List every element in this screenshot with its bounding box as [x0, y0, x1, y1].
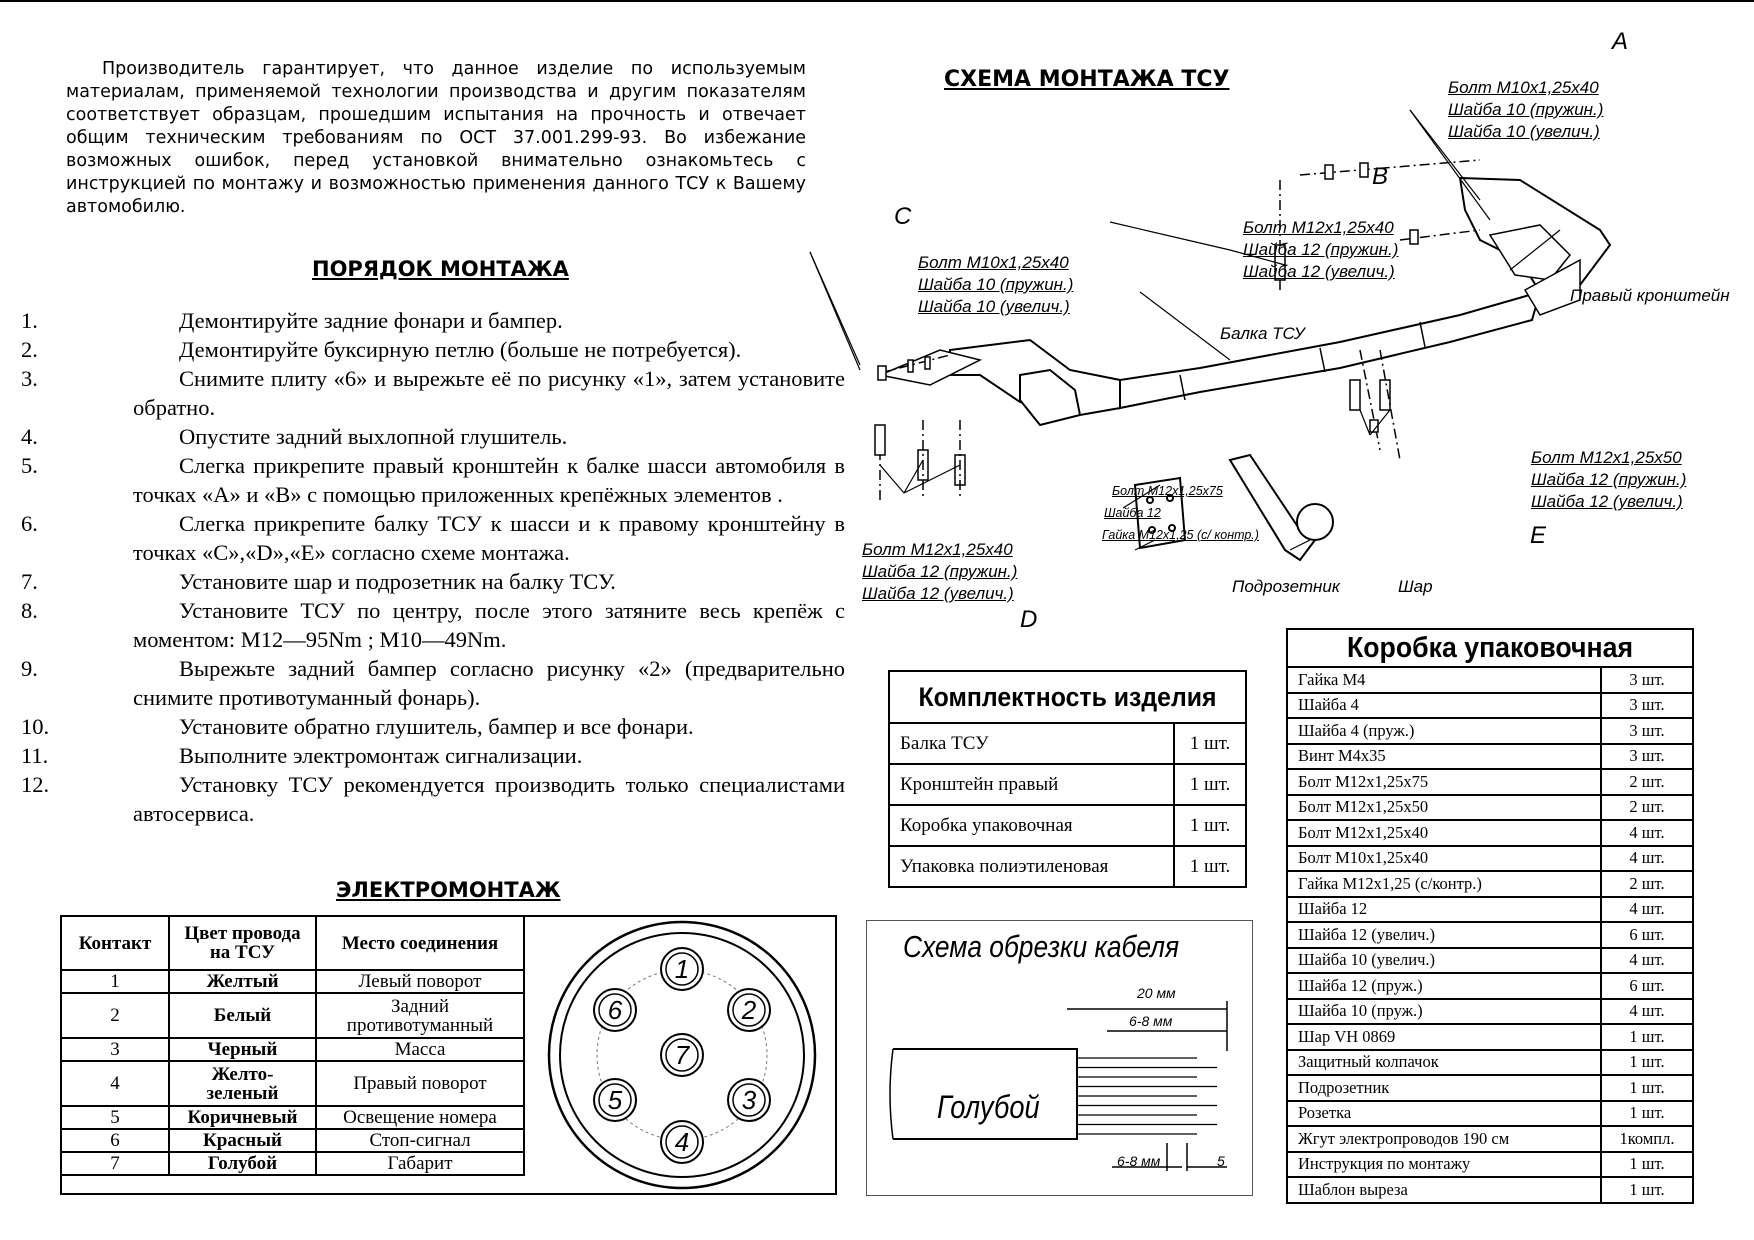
step-text: Снимите плиту «6» и вырежьте её по рисунку «1», затем установите обратно. [133, 366, 845, 420]
connection-cell: Освещение номера [316, 1106, 524, 1129]
ball-group-line-1: Болт M12x1,25x75 [1112, 484, 1223, 498]
electro-row [61, 1061, 524, 1106]
kit-table [888, 670, 1247, 888]
box-item-name: Шаблон выреза [1287, 1177, 1601, 1203]
group-e-line-1: Болт M12x1,25x50 [1531, 448, 1682, 467]
box-item-qty: 1 шт. [1601, 1024, 1693, 1050]
electro-row [61, 970, 524, 993]
pin-label-2: 2 [741, 995, 757, 1025]
kit-row [889, 846, 1246, 887]
box-row [1287, 871, 1693, 897]
contact-cell: 6 [61, 1129, 169, 1152]
step-number: 10. [21, 714, 50, 739]
assembly-step [21, 654, 845, 712]
pin-label-7: 7 [674, 1040, 690, 1070]
step-text: Установку ТСУ рекомендуется производить только специалистами автосервиса. [133, 772, 845, 826]
box-item-qty: 1 шт. [1601, 1101, 1693, 1127]
box-item-name: Шайба 4 [1287, 693, 1601, 719]
cable-dim-6-8-bottom: 6-8 мм [1117, 1153, 1161, 1169]
group-d-line-1: Болт M12x1,25x40 [862, 540, 1013, 559]
kit-item-qty: 1 шт. [1174, 805, 1246, 846]
group-a-line-2: Шайба 10 (пружин.) [1448, 100, 1604, 119]
box-row [1287, 744, 1693, 770]
box-row [1287, 718, 1693, 744]
pin-label-4: 4 [674, 1127, 690, 1157]
group-c-line-2: Шайба 10 (пружин.) [918, 275, 1074, 294]
cable-color-label: Голубой [937, 1089, 1040, 1125]
assembly-step [21, 451, 845, 509]
box-item-qty: 4 шт. [1601, 846, 1693, 872]
group-b-line-3: Шайба 12 (увелич.) [1243, 262, 1395, 281]
electro-row [61, 1106, 524, 1129]
box-item-name: Шайба 12 (пруж.) [1287, 973, 1601, 999]
step-number: 4. [21, 424, 38, 449]
group-b-line-1: Болт M12x1,25x40 [1243, 218, 1394, 237]
assembly-step [21, 567, 845, 596]
contact-cell: 3 [61, 1038, 169, 1061]
box-item-name: Болт М10х1,25х40 [1287, 846, 1601, 872]
box-item-qty: 1 шт. [1601, 1050, 1693, 1076]
contact-cell: 7 [61, 1152, 169, 1175]
assembly-step [21, 712, 845, 741]
kit-row [889, 764, 1246, 805]
kit-row [889, 805, 1246, 846]
box-row [1287, 1050, 1693, 1076]
box-item-qty: 4 шт. [1601, 897, 1693, 923]
step-number: 2. [21, 337, 38, 362]
connection-cell: Левый поворот [316, 970, 524, 993]
electro-row [61, 993, 524, 1038]
step-text: Установите ТСУ по центру, после этого затяните весь крепёж с моментом: М12—95Nm ; М10—49Nm. [133, 598, 845, 652]
right-bracket-label: Правый кронштейн [1570, 286, 1730, 305]
kit-item-name: Упаковка полиэтиленовая [889, 846, 1174, 887]
box-item-name: Шар VH 0869 [1287, 1024, 1601, 1050]
ball-group-line-2: Шайба 12 [1104, 506, 1161, 520]
assembly-steps [21, 306, 845, 828]
header-wire-color: Цвет провода на ТСУ [169, 916, 316, 970]
box-item-name: Розетка [1287, 1101, 1601, 1127]
box-item-name: Шайба 10 (пруж.) [1287, 999, 1601, 1025]
box-item-name: Шайба 4 (пруж.) [1287, 718, 1601, 744]
step-text: Слегка прикрепите правый кронштейн к балке шасси автомобиля в точках «А» и «В» с помощью приложенных крепёжных элементов . [133, 453, 845, 507]
wire-color-cell: Красный [169, 1129, 316, 1152]
step-number: 11. [21, 743, 49, 768]
pin-label-3: 3 [741, 1085, 757, 1115]
step-text: Установите шар и подрозетник на балку ТСУ. [179, 569, 616, 594]
kit-row [889, 723, 1246, 764]
box-item-name: Гайка М4 [1287, 667, 1601, 693]
cable-title: Схема обрезки кабеля [903, 929, 1180, 964]
step-number: 3. [21, 366, 38, 391]
pin-label-1: 1 [674, 954, 690, 984]
step-number: 1. [21, 308, 38, 333]
electro-table [60, 915, 525, 1176]
box-item-name: Защитный колпачок [1287, 1050, 1601, 1076]
cable-scheme [866, 920, 1253, 1196]
cable-dim-20: 20 мм [1137, 985, 1176, 1001]
box-item-name: Болт М12х1,25х40 [1287, 820, 1601, 846]
point-a: A [1612, 28, 1629, 55]
box-item-qty: 4 шт. [1601, 948, 1693, 974]
box-row [1287, 1075, 1693, 1101]
electro-row [61, 1129, 524, 1152]
assembly-step [21, 306, 845, 335]
assembly-step [21, 335, 845, 364]
box-row [1287, 693, 1693, 719]
contact-cell: 1 [61, 970, 169, 993]
box-table [1286, 628, 1694, 1204]
assembly-step [21, 422, 845, 451]
box-item-qty: 6 шт. [1601, 973, 1693, 999]
box-item-qty: 3 шт. [1601, 744, 1693, 770]
group-e-line-3: Шайба 12 (увелич.) [1531, 492, 1683, 511]
box-item-qty: 3 шт. [1601, 718, 1693, 744]
point-d: D [1020, 606, 1038, 633]
connection-cell: Масса [316, 1038, 524, 1061]
box-row [1287, 667, 1693, 693]
step-number: 5. [21, 453, 38, 478]
box-item-qty: 1 шт. [1601, 1177, 1693, 1203]
step-text: Демонтируйте задние фонари и бампер. [179, 308, 563, 333]
assembly-step [21, 596, 845, 654]
socket-holder-label: Подрозетник [1232, 577, 1340, 596]
box-item-name: Болт М12х1,25х75 [1287, 769, 1601, 795]
box-row [1287, 1024, 1693, 1050]
pin-label-5: 5 [607, 1085, 623, 1115]
box-item-qty: 1 шт. [1601, 1075, 1693, 1101]
point-c: C [894, 203, 912, 230]
group-c-line-3: Шайба 10 (увелич.) [918, 297, 1070, 316]
box-item-qty: 3 шт. [1601, 693, 1693, 719]
wire-color-cell: Коричневый [169, 1106, 316, 1129]
box-item-qty: 4 шт. [1601, 999, 1693, 1025]
box-row [1287, 795, 1693, 821]
cable-drawing [867, 921, 1252, 1195]
step-number: 8. [21, 598, 38, 623]
wire-color-cell: Черный [169, 1038, 316, 1061]
point-e: E [1530, 522, 1547, 549]
connection-cell: Правый поворот [316, 1061, 524, 1106]
contact-cell: 5 [61, 1106, 169, 1129]
assembly-step [21, 741, 845, 770]
beam-label: Балка ТСУ [1220, 324, 1305, 343]
connection-cell: Стоп-сигнал [316, 1129, 524, 1152]
step-text: Выполните электромонтаж сигнализации. [179, 743, 583, 768]
kit-item-qty: 1 шт. [1174, 764, 1246, 805]
kit-item-name: Балка ТСУ [889, 723, 1174, 764]
point-b: B [1372, 163, 1389, 190]
box-item-name: Шайба 12 (увелич.) [1287, 922, 1601, 948]
step-text: Вырежьте задний бампер согласно рисунку «2» (предварительно снимите противотуманный фонарь). [133, 656, 845, 710]
assembly-step [21, 364, 845, 422]
box-item-qty: 2 шт. [1601, 871, 1693, 897]
kit-item-name: Кронштейн правый [889, 764, 1174, 805]
electro-row [61, 1152, 524, 1175]
box-item-name: Шайба 10 (увелич.) [1287, 948, 1601, 974]
wire-color-cell: Желтый [169, 970, 316, 993]
box-title: Коробка упаковочная [1303, 629, 1677, 667]
electro-title: ЭЛЕКТРОМОНТАЖ [336, 878, 561, 902]
group-a-line-1: Болт M10x1,25x40 [1448, 78, 1599, 97]
box-row [1287, 897, 1693, 923]
box-row [1287, 1152, 1693, 1178]
box-item-qty: 1компл. [1601, 1126, 1693, 1152]
kit-title: Комплектность изделия [903, 671, 1231, 723]
assembly-step [21, 509, 845, 567]
box-item-name: Шайба 12 [1287, 897, 1601, 923]
box-row [1287, 999, 1693, 1025]
box-row [1287, 1126, 1693, 1152]
group-c-line-1: Болт M10x1,25x40 [918, 253, 1069, 272]
electro-block [60, 915, 837, 1195]
box-item-qty: 3 шт. [1601, 667, 1693, 693]
header-contact: Контакт [61, 916, 169, 970]
box-item-name: Гайка М12х1,25 (с/контр.) [1287, 871, 1601, 897]
box-row [1287, 948, 1693, 974]
group-b-line-2: Шайба 12 (пружин.) [1243, 240, 1399, 259]
box-row [1287, 820, 1693, 846]
kit-item-qty: 1 шт. [1174, 846, 1246, 887]
step-number: 6. [21, 511, 38, 536]
step-text: Установите обратно глушитель, бампер и все фонари. [179, 714, 694, 739]
contact-cell: 4 [61, 1061, 169, 1106]
wire-color-cell: Белый [169, 993, 316, 1038]
connection-cell: Габарит [316, 1152, 524, 1175]
step-number: 9. [21, 656, 38, 681]
box-row [1287, 769, 1693, 795]
connection-cell: Задний противотуманный [316, 993, 524, 1038]
box-item-name: Винт М4х35 [1287, 744, 1601, 770]
box-item-name: Подрозетник [1287, 1075, 1601, 1101]
ball-group-line-3: Гайка M12x1,25 (с/ контр.) [1102, 528, 1259, 542]
group-a-line-3: Шайба 10 (увелич.) [1448, 122, 1600, 141]
step-text: Опустите задний выхлопной глушитель. [179, 424, 568, 449]
box-item-qty: 2 шт. [1601, 795, 1693, 821]
ball [1297, 504, 1333, 540]
assembly-title: ПОРЯДОК МОНТАЖА [312, 257, 569, 281]
top-border [0, 0, 1754, 2]
intro-paragraph: Производитель гарантирует, что данное изделие по используемым материалам, применяемой технологии производства и другим показателям соответствует образцам, прошедшим испытания на прочность и отвечает общим техническим требованиям по ОСТ 37.001.299-93. Во избежание возможных ошибок, перед установкой внимательно ознакомьтесь с инструкцией по монтажу и возможностью применения данного ТСУ к Вашему автомобилю. [66, 59, 806, 217]
step-number: 12. [21, 772, 50, 797]
step-number: 7. [21, 569, 38, 594]
wire-color-cell: Голубой [169, 1152, 316, 1175]
group-e-line-2: Шайба 12 (пружин.) [1531, 470, 1687, 489]
box-row [1287, 922, 1693, 948]
group-d-line-3: Шайба 12 (увелич.) [862, 584, 1014, 603]
assembly-step [21, 770, 845, 828]
cable-dim-5: 5 [1217, 1153, 1225, 1169]
electro-row [61, 1038, 524, 1061]
box-item-qty: 4 шт. [1601, 820, 1693, 846]
box-item-name: Болт М12х1,25х50 [1287, 795, 1601, 821]
scheme-title: СХЕМА МОНТАЖА ТСУ [944, 67, 1230, 92]
step-text: Слегка прикрепите балку ТСУ к шасси и к правому кронштейну в точках «С»,«D»,«Е» согласно схеме монтажа. [133, 511, 845, 565]
pin-label-6: 6 [607, 995, 623, 1025]
box-item-qty: 1 шт. [1601, 1152, 1693, 1178]
kit-item-name: Коробка упаковочная [889, 805, 1174, 846]
box-row [1287, 1101, 1693, 1127]
box-row [1287, 973, 1693, 999]
kit-item-qty: 1 шт. [1174, 723, 1246, 764]
box-item-qty: 2 шт. [1601, 769, 1693, 795]
ball-label: Шар [1398, 577, 1433, 596]
cable-dim-6-8-top: 6-8 мм [1129, 1013, 1173, 1029]
group-d-line-2: Шайба 12 (пружин.) [862, 562, 1018, 581]
header-connection: Место соединения [316, 916, 524, 970]
box-row [1287, 846, 1693, 872]
box-item-name: Инструкция по монтажу [1287, 1152, 1601, 1178]
step-text: Демонтируйте буксирную петлю (больше не потребуется). [179, 337, 742, 362]
box-row [1287, 1177, 1693, 1203]
contact-cell: 2 [61, 993, 169, 1038]
box-item-name: Жгут электропроводов 190 см [1287, 1126, 1601, 1152]
wire-color-cell: Желто-зеленый [169, 1061, 316, 1106]
box-item-qty: 6 шт. [1601, 922, 1693, 948]
connector-pinout [527, 917, 837, 1193]
